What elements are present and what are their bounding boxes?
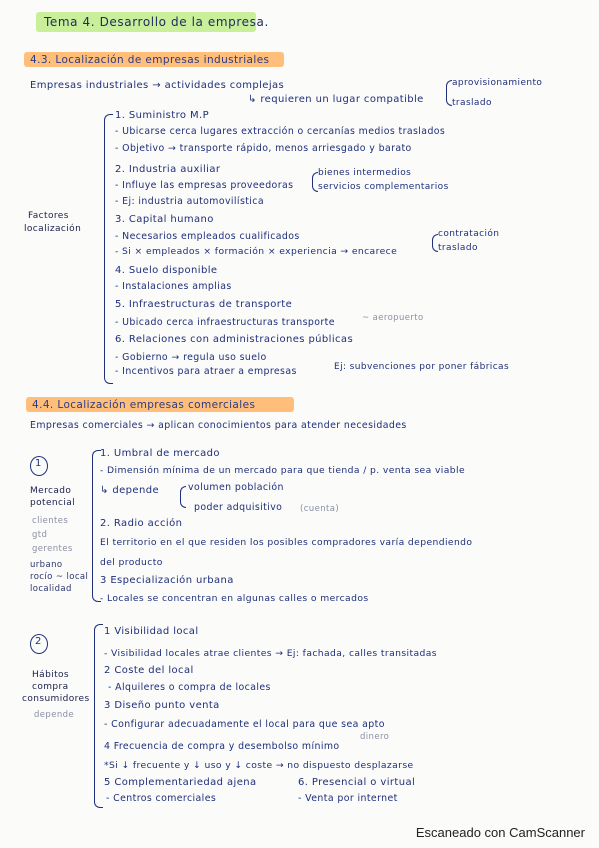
s1-cap-right-top: contratación [438,229,500,239]
s1-cap-right-bottom: traslado [438,243,478,253]
s1-item-13: - Ubicado cerca infraestructuras transporte [115,317,335,328]
s1-side-label-1: Factores [28,211,69,221]
page-title: Tema 4. Desarrollo de la empresa. [44,15,269,29]
s1-side-label-2: localización [24,224,82,234]
s2-b-item-8: *Si ↓ frecuente y ↓ uso y ↓ coste → no dispuesto desplazarse [104,760,414,771]
s1-item-4: 2. Industria auxiliar [115,164,221,175]
s1-aux-right-bottom: servicios complementarios [318,182,449,192]
s2-b-item-10: - Centros comerciales [106,793,217,804]
s2-item-9: 3 Especialización urbana [100,575,234,586]
s2-item-6: 2. Radio acción [100,518,183,529]
s2-intro: Empresas comerciales → aplican conocimientos para atender necesidades [30,420,407,431]
s2-label1-note-5: rocío ~ local [30,572,89,582]
s2-label2-a: Hábitos [32,670,70,680]
section-2-heading: 4.4. Localización empresas comerciales [32,399,256,411]
camscanner-watermark: Escaneado con CamScanner [415,825,585,840]
s2-label1-note-1: clientes [32,516,69,526]
s1-item-15: - Gobierno → regula uso suelo [115,352,267,363]
s1-item-7: 3. Capital humano [115,214,214,225]
s2-b-item-1: 1 Visibilidad local [104,626,199,637]
s2-b-item-9: 5 Complementariedad ajena [104,777,257,788]
s2-label1-note-2: gtd [32,530,48,540]
s2-label2-b: compra [32,682,69,692]
s1-item-9: - Si × empleados × formación × experiencia → encarece [115,246,398,257]
s1-main-bracket [104,114,113,384]
s2-label1-a: Mercado [30,486,72,496]
s2-poder-note: (cuenta) [300,504,340,514]
s2-label1-note-3: gerentes [32,544,73,554]
s1-item-2: - Ubicarse cerca lugares extracción o cercanías medios traslados [115,126,446,137]
s2-label1-note-4: urbano [30,560,63,570]
s2-label1-b: potencial [30,498,76,508]
s1-intro-right-bottom: traslado [452,98,492,108]
s2-depende-brace [180,486,186,508]
s2-b-item-4: - Alquileres o compra de locales [108,682,271,693]
s1-intro-right-top: aprovisionamiento [452,78,543,88]
s1-item-5: - Influye las empresas proveedoras [115,180,294,191]
s2-freq-note: dinero [360,732,390,742]
section-1-heading: 4.3. Localización de empresas industriales [30,54,270,66]
s1-intro-brace [446,80,452,106]
s1-item-11: - Instalaciones amplias [115,281,232,292]
s2-item-10: - Locales se concentran en algunas calles o mercados [100,593,369,604]
s2-b-item-5: 3 Diseño punto venta [104,700,220,711]
s1-intro-sub: ↳ requieren un lugar compatible [248,94,424,105]
s2-label1-note-6: localidad [30,584,72,594]
s1-transport-note: ~ aeropuerto [362,313,424,323]
s2-b-item-12: - Venta por internet [298,793,398,804]
s1-item-12: 5. Infraestructuras de transporte [115,299,293,310]
s2-item-5: poder adquisitivo [194,502,283,513]
s2-item-7: El territorio en el que residen los posibles compradores varía dependiendo [100,537,473,548]
s2-b-item-3: 2 Coste del local [104,665,194,676]
s2-item-8: del producto [100,557,163,568]
s1-item-14: 6. Relaciones con administraciones públicas [115,334,354,345]
s1-item-10: 4. Suelo disponible [115,265,218,276]
s2-b-item-6: - Configurar adecuadamente el local para que sea apto [104,719,385,730]
s2-b-item-2: - Visibilidad locales atrae clientes → Ej: fachada, calles transitadas [104,648,437,659]
s2-item-1: 1. Umbral de mercado [100,448,220,459]
s2-b-item-11: 6. Presencial o virtual [298,777,416,788]
s2-item-3: ↳ depende [100,485,159,496]
s1-item-1: 1. Suministro M.P [115,110,209,121]
s1-item-3: - Objetivo → transporte rápido, menos arriesgado y barato [115,143,412,154]
s1-incentive-note: Ej: subvenciones por poner fábricas [334,362,510,372]
s2-label2-c: consumidores [22,694,90,704]
s2-b-item-7: 4 Frecuencia de compra y desembolso mínimo [104,741,340,752]
s2-bracket-2 [94,624,103,808]
s1-item-6: - Ej: industria automovilística [115,196,265,207]
s1-intro: Empresas industriales → actividades complejas [30,80,285,91]
s2-label2-note: depende [34,710,75,720]
s1-aux-right-top: bienes intermedios [318,168,412,178]
s2-circle-2-num: 2 [35,636,42,647]
s1-item-8: - Necesarios empleados cualificados [115,231,300,242]
s2-item-2: - Dimensión mínima de un mercado para que tienda / p. venta sea viable [100,465,466,476]
s1-item-16: - Incentivos para atraer a empresas [115,366,297,377]
s2-circle-1-num: 1 [35,458,42,469]
s2-item-4: volumen población [188,482,284,493]
